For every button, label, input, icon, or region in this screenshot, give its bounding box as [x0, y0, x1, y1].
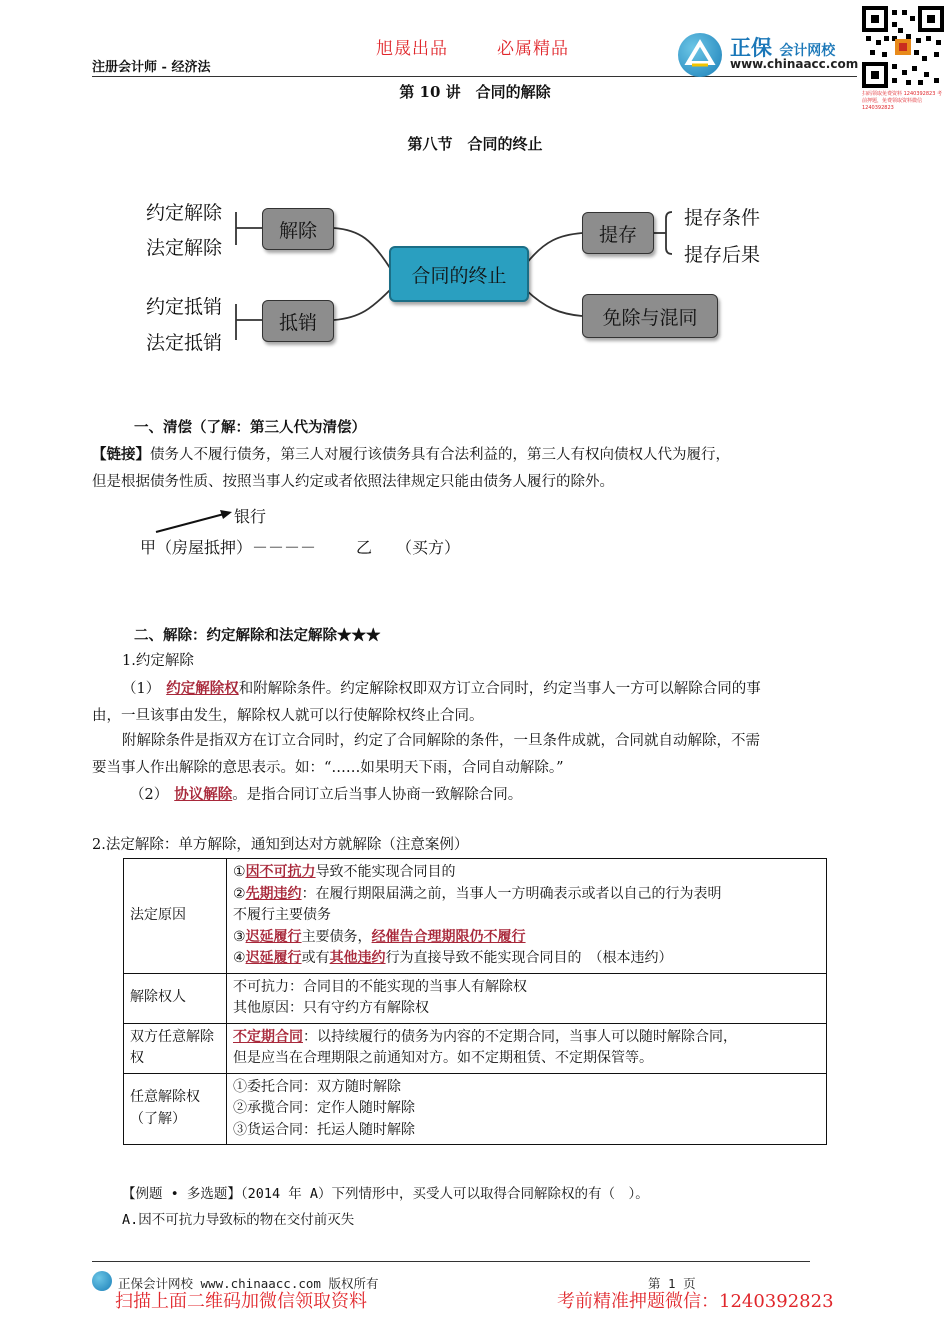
legal-termination-table	[123, 858, 827, 1145]
p1-term: 约定解除权	[166, 680, 239, 697]
footer-promo-left: 扫描上面二维码加微信领取资料	[115, 1291, 367, 1312]
link-label: 【链接】	[92, 446, 150, 463]
s2-paragraph-3	[92, 781, 862, 809]
term: 其他违约	[329, 950, 386, 966]
text: 主要债务，	[301, 928, 372, 945]
logo-sub: 会计网校	[779, 43, 836, 59]
term: 迟延履行	[245, 928, 302, 945]
term: 先期违约	[245, 885, 302, 902]
course-label: 注册会计师 - 经济法	[92, 60, 211, 75]
num: ②	[233, 885, 246, 902]
p1-num: （1）	[122, 681, 161, 697]
table-label: 任意解除权（了解）	[124, 1073, 227, 1145]
mindmap-leaf: 约定抵销	[146, 296, 223, 318]
mindmap-node-dixiao: 抵销	[262, 300, 334, 342]
s2-paragraph-2	[92, 728, 862, 782]
p3-rest: 。是指合同订立后当事人协商一致解除合同。	[232, 787, 523, 803]
table-cell	[227, 973, 827, 1023]
table-cell	[227, 859, 827, 974]
footer-divider	[92, 1261, 810, 1262]
s1-link-paragraph	[92, 441, 862, 496]
link-text-2: 但是根据债务性质、按照当事人约定或者依照法律规定只能由债务人履行的除外。	[92, 474, 614, 490]
logo-name: 正保	[730, 36, 772, 60]
table-row	[124, 1023, 827, 1073]
slogan-right: 必属精品	[497, 39, 569, 59]
table-row	[124, 859, 827, 974]
mindmap-leaf: 法定解除	[146, 237, 223, 259]
s2-heading: 二、解除：约定解除和法定解除★★★	[134, 627, 381, 644]
logo-url: www.chinaacc.com	[730, 57, 859, 71]
diagram-right: （买方）	[396, 538, 461, 557]
table-label: 解除权人	[124, 973, 227, 1023]
diagram-left: 甲（房屋抵押）－－－－	[140, 538, 317, 557]
text: ：在履行期限届满之前，当事人一方明确表示或者以自己的行为表明	[301, 885, 722, 902]
num: ③	[233, 928, 246, 945]
arrow-icon	[150, 505, 240, 535]
text: 不履行主要债务	[233, 907, 331, 923]
p3-term: 协议解除	[174, 786, 233, 803]
table-row	[124, 1073, 827, 1145]
text: 行为直接导致不能实现合同目的 （根本违约）	[385, 950, 673, 966]
link-text: 债务人不履行债务，第三人对履行该债务具有合法利益的，第三人有权向债权人代为履行，	[150, 447, 730, 463]
example-option-a: A.因不可抗力导致标的物在交付前灭失	[122, 1212, 355, 1228]
header-divider	[92, 76, 857, 77]
num: ④	[233, 950, 246, 966]
term: 迟延履行	[245, 950, 302, 966]
chinaacc-logo-icon	[678, 33, 722, 77]
mindmap-leaf: 提存后果	[684, 244, 761, 266]
table-cell	[227, 1073, 827, 1145]
mindmap-center: 合同的终止	[389, 246, 529, 302]
term: 经催告合理期限仍不履行	[371, 928, 526, 945]
p2-line2: 要当事人作出解除的意思表示。如：“……如果明天下雨，合同自动解除。”	[92, 760, 564, 776]
p3-num: （2）	[130, 787, 169, 803]
p1-cont: 由，一旦该事由发生，解除权人就可以行使解除权终止合同。	[92, 708, 484, 724]
slogan-left: 旭晟出品	[376, 39, 448, 59]
mindmap-node-mianchu: 免除与混同	[582, 294, 718, 338]
table-label: 法定原因	[124, 859, 227, 974]
num: ①	[233, 864, 246, 880]
section-title: 第八节 合同的终止	[407, 135, 543, 153]
text: 其他原因：只有守约方有解除权	[233, 1000, 429, 1016]
text: ①委托合同：双方随时解除	[233, 1078, 401, 1095]
p2-line1: 附解除条件是指双方在订立合同时，约定了合同解除的条件，一旦条件成就，合同就自动解除，不需	[122, 733, 760, 749]
table-cell	[227, 1023, 827, 1073]
text: ：以持续履行的债务为内容的不定期合同，当事人可以随时解除合同，	[303, 1028, 737, 1045]
diagram-bank: 银行	[234, 507, 267, 526]
mindmap-node-jiechu: 解除	[262, 208, 334, 250]
mindmap-leaf: 法定抵销	[146, 332, 223, 354]
mindmap-node-tićun: 提存	[582, 212, 654, 254]
s2-sub1: 1.约定解除	[122, 653, 194, 669]
table-label: 双方任意解除权	[124, 1023, 227, 1073]
text: ③货运合同：托运人随时解除	[233, 1121, 415, 1138]
mindmap-leaf: 提存条件	[684, 207, 761, 229]
footer-page: 第 1 页	[648, 1276, 696, 1291]
text: 导致不能实现合同目的	[315, 864, 456, 880]
text: 或有	[301, 950, 330, 966]
diagram-middle: 乙	[356, 538, 373, 557]
s1-heading: 一、清偿（了解：第三人代为清偿）	[134, 419, 366, 436]
footer-copyright: 正保会计网校 www.chinaacc.com 版权所有	[118, 1276, 379, 1291]
footer-logo-icon	[92, 1271, 112, 1291]
footer-promo-right: 考前精准押题微信：1240392823	[557, 1291, 834, 1312]
s2-sub2: 2.法定解除：单方解除，通知到达对方就解除（注意案例）	[92, 837, 469, 853]
term: 因不可抗力	[245, 864, 316, 880]
p1-rest: 和附解除条件。约定解除权即双方订立合同时，约定当事人一方可以解除合同的事	[238, 681, 761, 697]
table-row	[124, 973, 827, 1023]
text: 但是应当在合理期限之前通知对方。如不定期租赁、不定期保管等。	[233, 1050, 653, 1066]
mindmap-leaf: 约定解除	[146, 202, 223, 224]
term: 不定期合同	[233, 1028, 303, 1045]
qr-code-icon	[862, 6, 944, 88]
text: ②承揽合同：定作人随时解除	[233, 1100, 415, 1116]
s2-paragraph-1	[92, 675, 862, 730]
example-title: 【例题 • 多选题】（2014 年 A）下列情形中，买受人可以取得合同解除权的有（ ）。	[122, 1186, 649, 1202]
text: 不可抗力：合同目的不能实现的当事人有解除权	[233, 978, 527, 995]
lecture-title: 第 10 讲 合同的解除	[399, 83, 551, 101]
qr-note: 扫码领取免费资料 1240392823 考前押题，免费领取资料微信 1240392823	[862, 91, 942, 111]
